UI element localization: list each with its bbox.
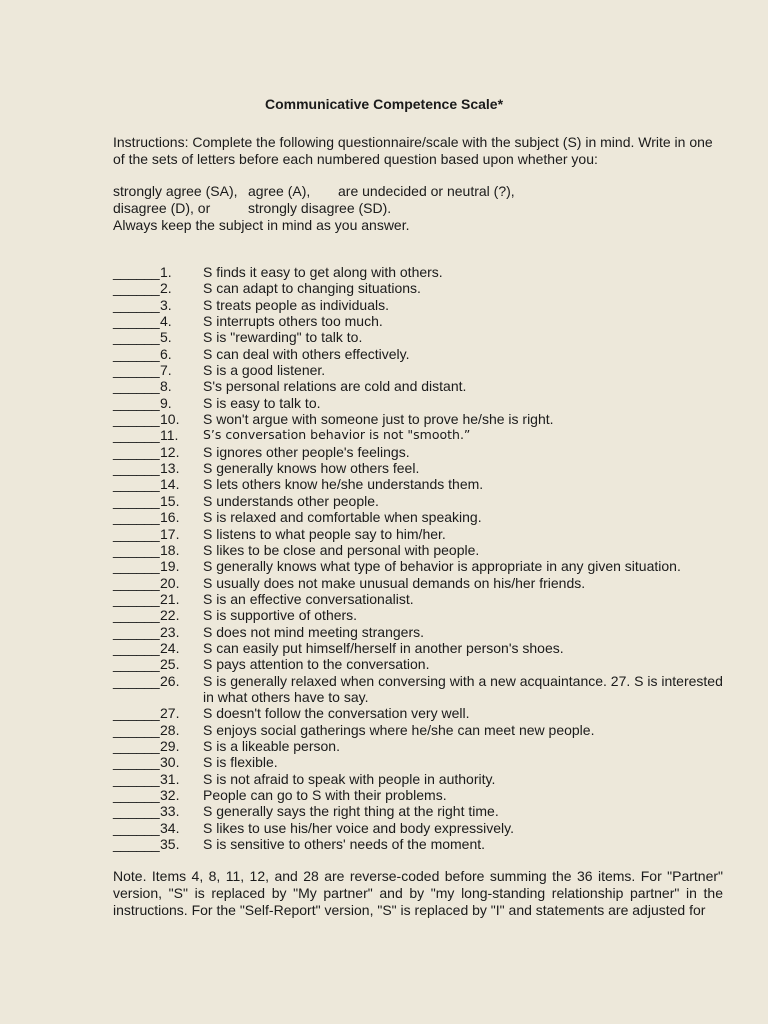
list-item [113, 705, 728, 721]
item-number: 14. [160, 476, 180, 493]
list-item [113, 411, 728, 427]
list-item [113, 509, 728, 525]
answer-blank[interactable]: ______ [113, 492, 160, 509]
item-number: 28. [160, 721, 180, 738]
item-statement: S's personal relations are cold and distant. [203, 378, 467, 395]
item-number: 13. [160, 460, 180, 477]
list-item [113, 264, 728, 280]
item-number: 26. [160, 672, 180, 689]
item-statement: S ignores other people's feelings. [203, 443, 410, 460]
list-item [113, 329, 728, 345]
page-title: Communicative Competence Scale* [264, 96, 504, 112]
item-number: 22. [160, 607, 180, 624]
item-statement: S is sensitive to others' needs of the moment. [203, 836, 486, 853]
answer-blank[interactable]: ______ [113, 721, 160, 738]
answer-blank[interactable]: ______ [113, 541, 160, 558]
list-item [113, 313, 728, 329]
list-item [113, 346, 728, 362]
item-number: 2. [160, 280, 172, 297]
item-statement: S is flexible. [203, 754, 278, 771]
item-statement: S generally says the right thing at the right time. [203, 803, 499, 820]
item-statement: S is supportive of others. [203, 607, 358, 624]
item-statement: S is generally relaxed when conversing with a new acquaintance. 27. S is interested in what others have to say. [203, 672, 723, 705]
item-statement: S usually does not make unusual demands on his/her friends. [203, 574, 586, 591]
answer-blank[interactable]: ______ [113, 525, 160, 542]
answer-blank[interactable]: ______ [113, 607, 160, 624]
item-statement: S is easy to talk to. [203, 394, 321, 411]
answer-blank[interactable]: ______ [113, 787, 160, 803]
item-number: 7. [160, 362, 172, 379]
answer-blank[interactable]: ______ [113, 443, 160, 460]
item-statement: S can deal with others effectively. [203, 345, 410, 362]
answer-blank[interactable]: ______ [113, 378, 160, 395]
item-number: 18. [160, 541, 180, 558]
item-number: 34. [160, 819, 180, 836]
answer-blank[interactable]: ______ [113, 803, 160, 820]
item-statement: S understands other people. [203, 492, 379, 509]
list-item [113, 607, 728, 623]
answer-blank[interactable]: ______ [113, 394, 160, 411]
item-statement: S likes to be close and personal with people. [203, 541, 480, 558]
list-item [113, 591, 728, 607]
list-item [113, 280, 728, 296]
item-number: 12. [160, 443, 180, 460]
list-item [113, 526, 728, 542]
footnote: Note. Items 4, 8, 11, 12, and 28 are reverse-coded before summing the 36 items. For "Partner" version, "S" is replaced by "My partner" and by "my long-standing relationship partner" in the instructions. For the "Self-Report" version, "S" is replaced by "I" and statements are adjusted for [113, 868, 723, 918]
answer-blank[interactable]: ______ [113, 574, 160, 591]
item-number: 17. [160, 525, 180, 542]
item-statement: S can easily put himself/herself in another person's shoes. [203, 639, 564, 656]
item-number: 30. [160, 754, 180, 771]
item-number: 19. [160, 558, 180, 575]
answer-blank[interactable]: ______ [113, 345, 160, 362]
list-item [113, 378, 728, 394]
answer-blank[interactable]: ______ [113, 411, 160, 428]
item-number: 24. [160, 639, 180, 656]
item-statement: S doesn't follow the conversation very well. [203, 705, 470, 722]
item-number: 10. [160, 411, 180, 428]
item-statement: S generally knows what type of behavior is appropriate in any given situation. [203, 558, 681, 575]
answer-blank[interactable]: ______ [113, 705, 160, 722]
answer-blank[interactable]: ______ [113, 639, 160, 656]
list-item [113, 640, 728, 656]
list-item [113, 476, 728, 492]
item-number: 3. [160, 296, 172, 313]
item-statement: S listens to what people say to him/her. [203, 525, 446, 542]
item-statement: S is a likeable person. [203, 737, 340, 754]
list-item [113, 754, 728, 770]
item-number: 6. [160, 345, 172, 362]
list-item [113, 460, 728, 476]
answer-blank[interactable]: ______ [113, 313, 160, 330]
list-item [113, 575, 728, 591]
list-item [113, 803, 728, 819]
item-number: 20. [160, 574, 180, 591]
answer-blank[interactable]: ______ [113, 623, 160, 640]
answer-blank[interactable]: ______ [113, 836, 160, 853]
answer-blank[interactable]: ______ [113, 770, 160, 787]
item-statement: S is an effective conversationalist. [203, 590, 414, 607]
answer-blank[interactable]: ______ [113, 737, 160, 754]
instructions-text: Instructions: Complete the following questionnaire/scale with the subject (S) in mind. Write in one of the sets of letters before each numbered question based upon whether you: [113, 134, 713, 167]
list-item [113, 395, 728, 411]
item-number: 11. [160, 427, 179, 444]
answer-blank[interactable]: ______ [113, 329, 160, 346]
scale-option-disagree: disagree (D), or [113, 200, 211, 216]
item-number: 35. [160, 836, 180, 853]
list-item [113, 427, 728, 443]
list-item [113, 493, 728, 509]
list-item [113, 738, 728, 754]
item-statement: S pays attention to the conversation. [203, 656, 430, 673]
list-item [113, 656, 728, 672]
scale-option-strongly-agree: strongly agree (SA), [113, 183, 238, 199]
list-item [113, 624, 728, 640]
item-number: 16. [160, 509, 180, 526]
item-statement: S is a good listener. [203, 362, 326, 379]
item-number: 9. [160, 394, 172, 411]
item-number: 5. [160, 329, 172, 346]
item-statement: S generally knows how others feel. [203, 460, 420, 477]
answer-blank[interactable]: ______ [113, 509, 160, 526]
response-scale [113, 183, 728, 234]
item-number: 21. [160, 590, 180, 607]
item-statement: S likes to use his/her voice and body expressively. [203, 819, 515, 836]
item-number: 31. [160, 770, 180, 787]
item-number: 29. [160, 737, 180, 754]
list-item [113, 722, 728, 738]
answer-blank[interactable]: ______ [113, 754, 160, 771]
scale-option-agree: agree (A), [248, 183, 311, 199]
item-statement: S interrupts others too much. [203, 313, 383, 330]
list-item [113, 820, 728, 836]
scale-option-neutral: are undecided or neutral (?), [338, 183, 515, 199]
item-statement: S does not mind meeting strangers. [203, 623, 425, 640]
answer-blank[interactable]: ______ [113, 427, 160, 444]
answer-blank[interactable]: ______ [113, 558, 160, 575]
item-number: 1. [160, 264, 172, 280]
answer-blank[interactable]: ______ [113, 460, 160, 477]
answer-blank[interactable]: ______ [113, 280, 160, 297]
item-statement: S is "rewarding" to talk to. [203, 329, 363, 346]
answer-blank[interactable]: ______ [113, 476, 160, 493]
item-number: 32. [160, 787, 180, 803]
item-number: 23. [160, 623, 180, 640]
item-statement: S can adapt to changing situations. [203, 280, 421, 297]
answer-blank[interactable]: ______ [113, 656, 160, 673]
item-statement: S is relaxed and comfortable when speaking. [203, 509, 482, 526]
answer-blank[interactable]: ______ [113, 296, 160, 313]
answer-blank[interactable]: ______ [113, 264, 160, 280]
scale-option-strongly-disagree: strongly disagree (SD). [248, 200, 392, 216]
item-statement: S won't argue with someone just to prove he/she is right. [203, 411, 554, 428]
item-statement: People can go to S with their problems. [203, 787, 447, 803]
scale-reminder: Always keep the subject in mind as you answer. [113, 217, 410, 233]
item-number: 27. [160, 705, 180, 722]
item-number: 25. [160, 656, 180, 673]
item-statement: S treats people as individuals. [203, 296, 389, 313]
questionnaire-items [113, 264, 728, 852]
scale-row-2 [113, 200, 728, 217]
list-item [113, 558, 728, 574]
list-item [113, 673, 728, 706]
list-item [113, 542, 728, 558]
answer-blank[interactable]: ______ [113, 590, 160, 607]
scale-row-1 [113, 183, 728, 200]
list-item [113, 297, 728, 313]
item-statement: S lets others know he/she understands them. [203, 476, 484, 493]
answer-blank[interactable]: ______ [113, 362, 160, 379]
item-statement: S’s conversation behavior is not "smooth.” [203, 427, 471, 443]
list-item [113, 787, 728, 803]
list-item [113, 362, 728, 378]
item-statement: S finds it easy to get along with others. [203, 264, 443, 280]
item-statement: S enjoys social gatherings where he/she can meet new people. [203, 721, 595, 738]
item-number: 33. [160, 803, 180, 820]
answer-blank[interactable]: ______ [113, 819, 160, 836]
list-item [113, 836, 728, 852]
list-item [113, 444, 728, 460]
item-statement: S is not afraid to speak with people in authority. [203, 770, 496, 787]
list-item [113, 771, 728, 787]
item-number: 15. [160, 492, 180, 509]
item-number: 4. [160, 313, 172, 330]
answer-blank[interactable]: ______ [113, 672, 160, 689]
item-number: 8. [160, 378, 172, 395]
